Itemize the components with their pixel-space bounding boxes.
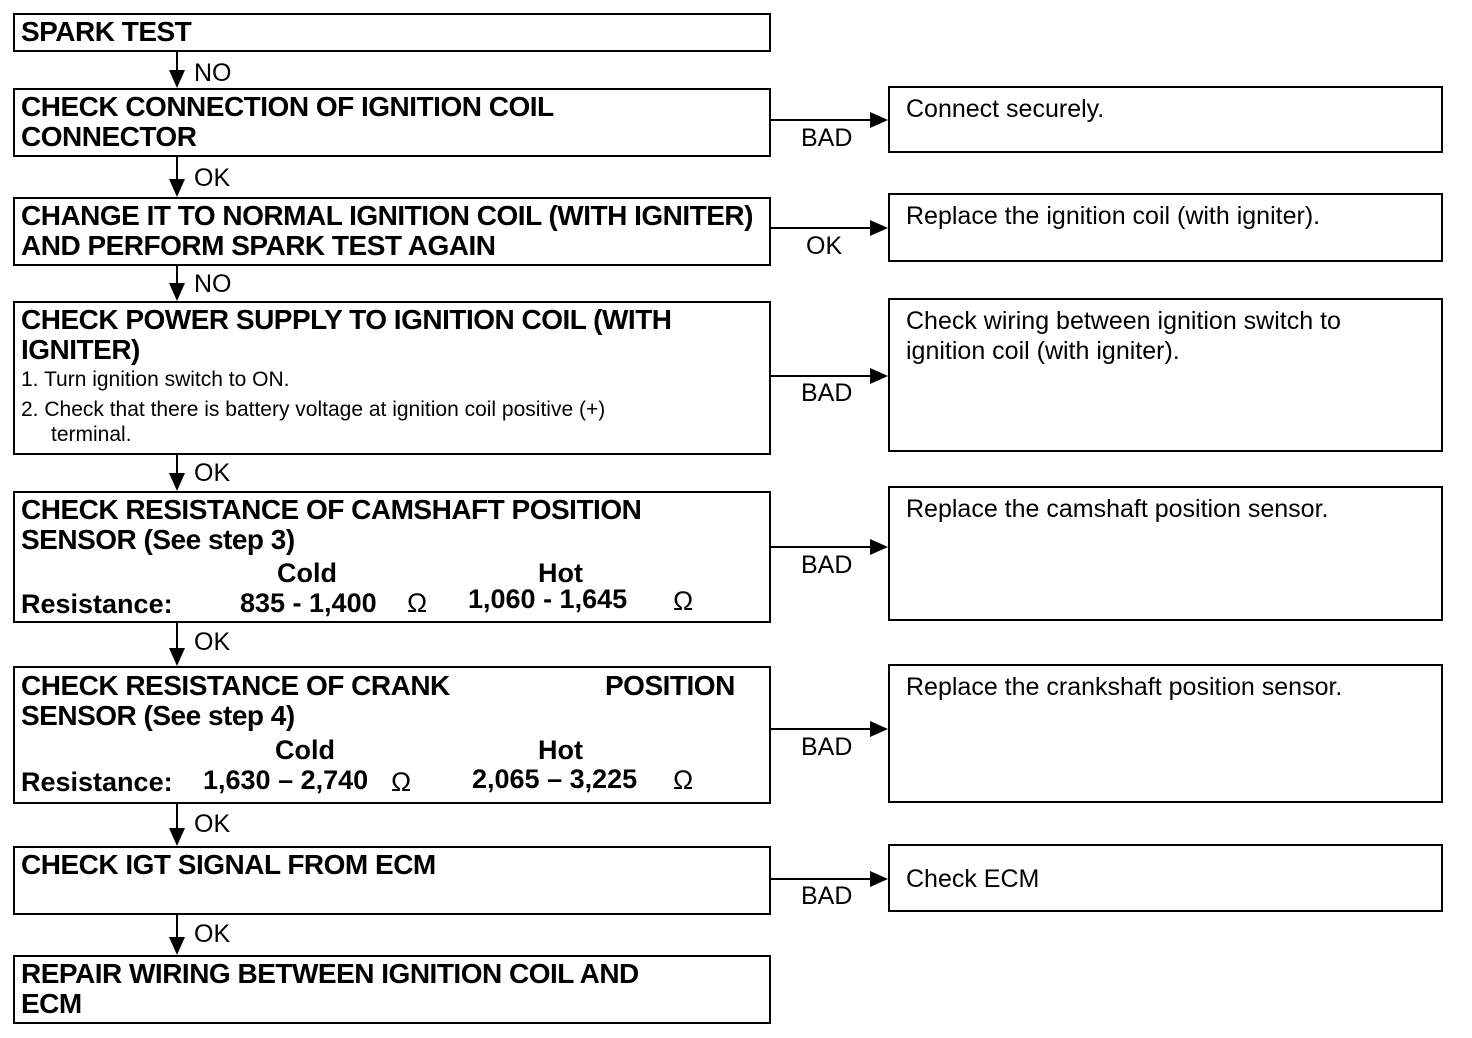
action-connect-securely [888, 86, 1443, 153]
branch-label: BAD [801, 379, 853, 407]
step-repair-wiring [13, 955, 771, 1024]
flow-label: NO [194, 270, 232, 298]
hot-label: Hot [538, 735, 583, 765]
action-text: Connect securely. [906, 95, 1105, 123]
resistance-label: Resistance: [21, 589, 173, 619]
step-title-part: POSITION [605, 670, 735, 701]
step-title: CHECK IGT SIGNAL FROM ECM [21, 849, 436, 880]
step-change-coil [13, 197, 771, 266]
step-title: CHECK RESISTANCE OF CAMSHAFT POSITION SENSOR (See step 3) [21, 494, 642, 555]
flow-label: OK [194, 920, 231, 948]
step-crank-resistance [13, 666, 771, 804]
step-title-part: CHECK RESISTANCE OF CRANK [21, 670, 450, 701]
flow-label: OK [194, 810, 231, 838]
branch-label: OK [806, 232, 843, 260]
instruction-2: 2. Check that there is battery voltage at ignition coil positive (+) [21, 398, 606, 421]
action-check-wiring [888, 298, 1443, 452]
hot-value: 2,065 – 3,225 [472, 764, 638, 794]
step-check-power-supply [13, 301, 771, 455]
flow-label: NO [194, 59, 232, 87]
cold-value: 1,630 – 2,740 [203, 765, 369, 795]
instruction-1: 1. Turn ignition switch to ON. [21, 368, 290, 391]
cold-label: Cold [277, 558, 337, 588]
action-check-ecm [888, 844, 1443, 912]
step-title: CHANGE IT TO NORMAL IGNITION COIL (WITH IGNITER) AND PERFORM SPARK TEST AGAIN [21, 200, 753, 261]
unit-ohm: Ω [391, 767, 412, 797]
step-spark-test [13, 13, 771, 52]
flow-label: OK [194, 628, 231, 656]
unit-ohm: Ω [673, 765, 694, 795]
flow-label: OK [194, 164, 231, 192]
branch-label: BAD [801, 551, 853, 579]
step-check-igt-signal [13, 846, 771, 915]
step-title: CHECK CONNECTION OF IGNITION COIL CONNECTOR [21, 91, 554, 152]
hot-label: Hot [538, 558, 583, 588]
branch-label: BAD [801, 882, 853, 910]
resistance-label: Resistance: [21, 767, 173, 797]
branch-label: BAD [801, 124, 853, 152]
branch-label: BAD [801, 733, 853, 761]
step-title-part: SENSOR (See step 4) [21, 700, 295, 731]
action-text: Check ECM [906, 865, 1040, 893]
action-replace-coil [888, 193, 1443, 262]
flow-label: OK [194, 459, 231, 487]
step-camshaft-resistance [13, 491, 771, 623]
step-title: SPARK TEST [21, 16, 192, 47]
cold-label: Cold [275, 735, 335, 765]
instruction-2-cont: terminal. [51, 423, 132, 446]
action-replace-camshaft-sensor [888, 486, 1443, 621]
hot-value: 1,060 - 1,645 [468, 584, 628, 614]
action-text: Replace the ignition coil (with igniter). [906, 202, 1321, 230]
action-replace-crankshaft-sensor [888, 664, 1443, 803]
unit-ohm: Ω [673, 586, 694, 616]
step-title: REPAIR WIRING BETWEEN IGNITION COIL AND ECM [21, 958, 639, 1019]
action-text: Replace the camshaft position sensor. [906, 495, 1329, 523]
unit-ohm: Ω [407, 588, 428, 618]
step-check-connector [13, 88, 771, 157]
cold-value: 835 - 1,400 [240, 588, 377, 618]
step-title: CHECK POWER SUPPLY TO IGNITION COIL (WITH IGNITER) [21, 304, 672, 365]
action-text: Check wiring between ignition switch to ignition coil (with igniter). [906, 307, 1341, 365]
action-text: Replace the crankshaft position sensor. [906, 673, 1343, 701]
